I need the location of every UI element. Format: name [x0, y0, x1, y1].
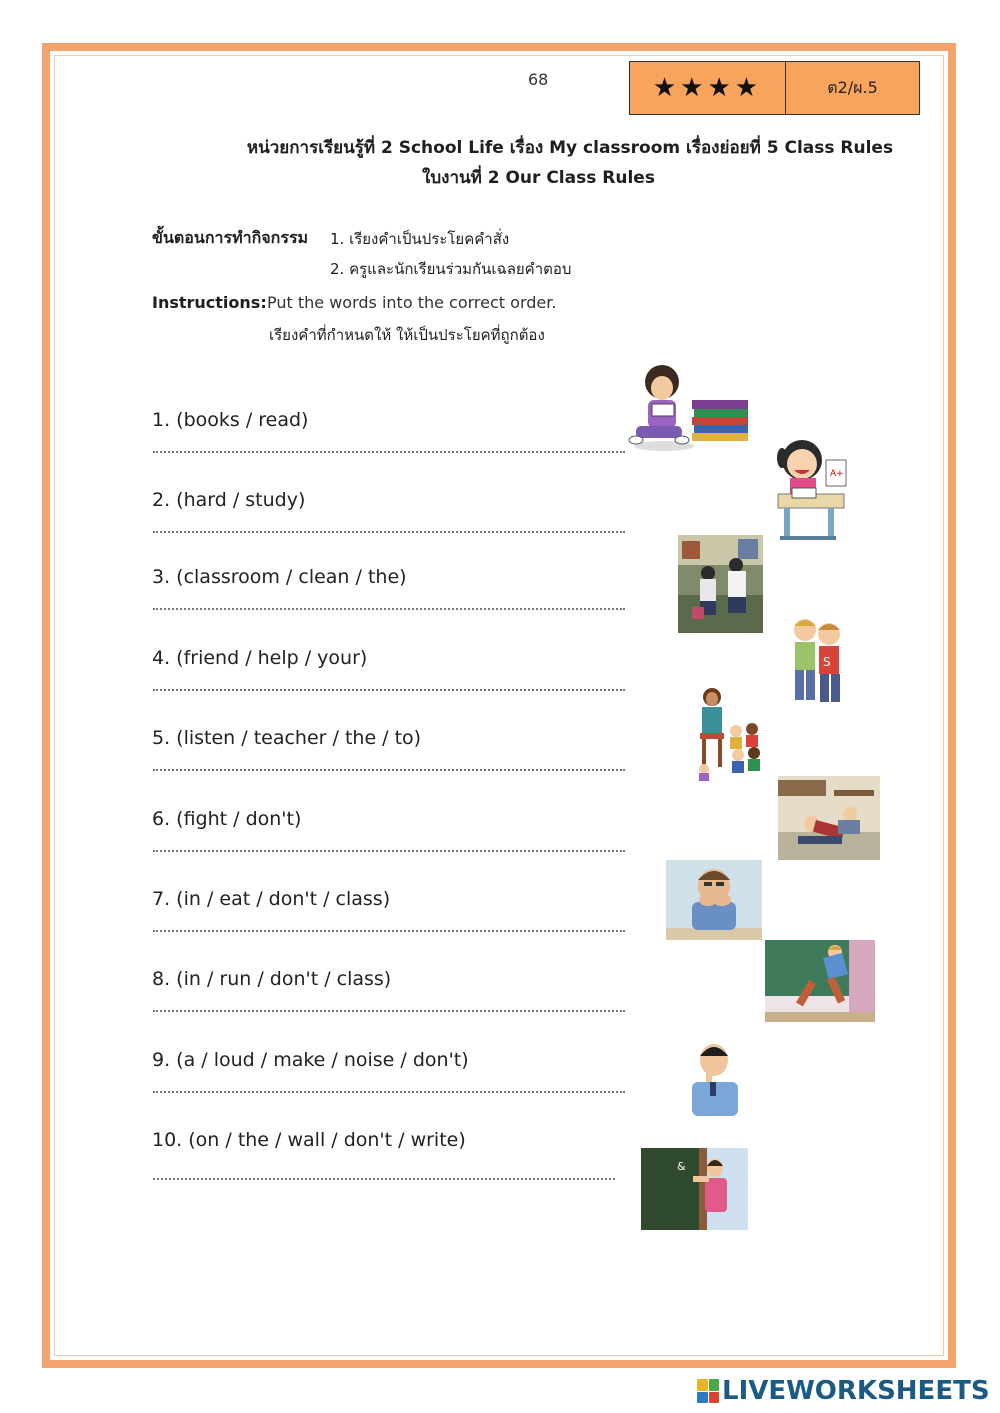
- brand-name: LIVEWORKSHEETS: [722, 1376, 990, 1406]
- liveworksheets-brand: [697, 1376, 990, 1406]
- question-9: 9. (a / loud / make / noise / don't): [152, 1049, 469, 1071]
- answer-field-3[interactable]: [153, 608, 625, 610]
- instructions-label: Instructions:: [152, 293, 267, 312]
- unit-title: หน่วยการเรียนรู้ที่ 2 School Life เรื่อง My classroom เรื่องย่อยที่ 5 Class Rules: [246, 138, 894, 158]
- answer-field-1[interactable]: [153, 451, 625, 453]
- answer-field-2[interactable]: [153, 531, 625, 533]
- instructions-text: Put the words into the correct order.: [267, 293, 557, 312]
- boy-running-illustration: [765, 940, 875, 1022]
- svg-text:S: S: [823, 655, 831, 669]
- instructions-thai: เรียงคำที่กำหนดให้ ให้เป็นประโยคที่ถูกต้อง: [269, 326, 545, 344]
- girl-reading-illustration: [626, 360, 754, 454]
- procedure-step-2: 2. ครูและนักเรียนร่วมกันเฉลยคำตอบ: [330, 260, 572, 278]
- answer-field-8[interactable]: [153, 1010, 625, 1012]
- question-2: 2. (hard / study): [152, 489, 306, 511]
- writing-on-wall-illustration: [641, 1148, 748, 1230]
- question-7: 7. (in / eat / don't / class): [152, 888, 391, 910]
- question-4: 4. (friend / help / your): [152, 647, 368, 669]
- question-3: 3. (classroom / clean / the): [152, 566, 407, 588]
- liveworksheets-logo-icon: [697, 1379, 719, 1403]
- students-fighting-illustration: [778, 776, 880, 860]
- question-1: 1. (books / read): [152, 409, 309, 431]
- answer-field-9[interactable]: [153, 1091, 625, 1093]
- procedure-label: ขั้นตอนการทำกิจกรรม: [152, 228, 309, 247]
- answer-field-4[interactable]: [153, 689, 625, 691]
- friends-helping-illustration: [783, 612, 853, 710]
- answer-field-5[interactable]: [153, 769, 625, 771]
- man-eating-illustration: [666, 860, 762, 940]
- svg-text:&: &: [677, 1160, 686, 1173]
- rating-box: [629, 61, 920, 115]
- question-8: 8. (in / run / don't / class): [152, 968, 392, 990]
- answer-field-6[interactable]: [153, 850, 625, 852]
- page-number: 68: [528, 70, 549, 89]
- question-6: 6. (fight / don't): [152, 808, 302, 830]
- question-5: 5. (listen / teacher / the / to): [152, 727, 422, 749]
- question-10: 10. (on / the / wall / don't / write): [152, 1129, 466, 1151]
- classroom-cleaning-photo: [678, 535, 763, 633]
- answer-field-7[interactable]: [153, 930, 625, 932]
- worksheet-title: ใบงานที่ 2 Our Class Rules: [422, 168, 655, 188]
- svg-text:A+: A+: [830, 469, 844, 479]
- quiet-gesture-illustration: [676, 1038, 746, 1116]
- teacher-storytime-illustration: [694, 685, 764, 781]
- level-code: ต2/ผ.5: [827, 77, 878, 97]
- rating-stars: ★★★★: [630, 62, 786, 114]
- girl-studying-illustration: [770, 432, 850, 547]
- answer-field-10[interactable]: [153, 1178, 615, 1180]
- procedure-step-1: 1. เรียงคำเป็นประโยคคำสั่ง: [330, 230, 510, 248]
